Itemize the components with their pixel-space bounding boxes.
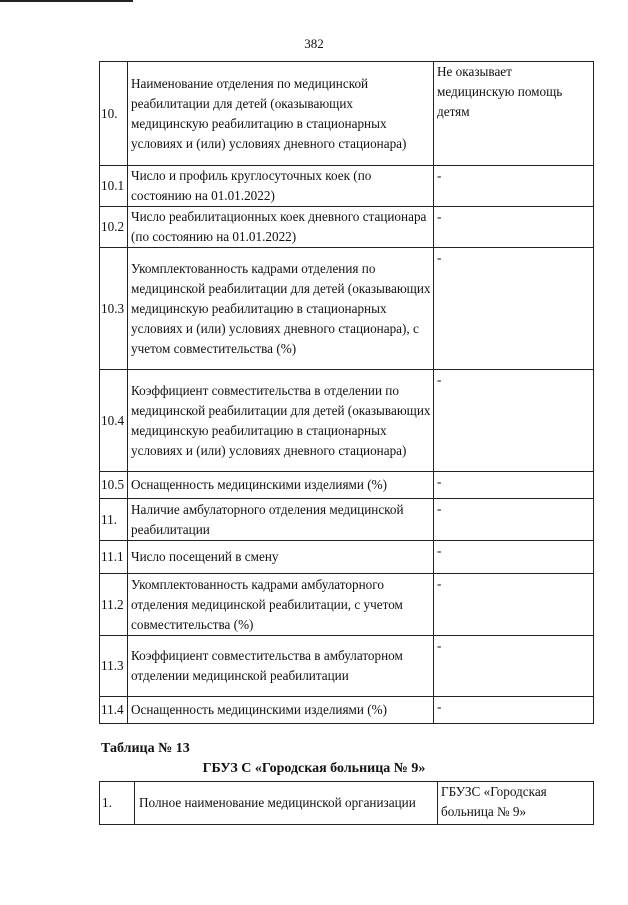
row-indicator: Наличие амбулаторного отделения медицинской реабилитации: [128, 499, 434, 541]
row-number: 10.2: [100, 207, 128, 248]
row-indicator: Число и профиль круглосуточных коек (по состоянию на 01.01.2022): [128, 166, 434, 207]
row-indicator: Оснащенность медицинскими изделиями (%): [128, 472, 434, 499]
table-row: [100, 697, 594, 724]
row-indicator: Число реабилитационных коек дневного стационара (по состоянию на 01.01.2022): [128, 207, 434, 248]
header-rule: [0, 0, 133, 2]
row-value: -: [434, 207, 594, 248]
row-value: -: [434, 370, 594, 472]
table-row: [100, 370, 594, 472]
row-indicator: Оснащенность медицинскими изделиями (%): [128, 697, 434, 724]
row-number: 10.4: [100, 370, 128, 472]
row-number: 11.1: [100, 541, 128, 574]
table-row: [100, 207, 594, 248]
row-number: 11.2: [100, 574, 128, 636]
row-number: 10.5: [100, 472, 128, 499]
row-number: 10.1: [100, 166, 128, 207]
row-value: ГБУЗС «Городская больница № 9»: [438, 782, 594, 825]
row-number: 10.3: [100, 248, 128, 370]
row-number: 11.: [100, 499, 128, 541]
row-value: -: [434, 248, 594, 370]
row-number: 11.3: [100, 636, 128, 697]
row-indicator: Полное наименование медицинской организации: [135, 782, 438, 825]
rehab-table: [99, 61, 594, 724]
table-row: [100, 636, 594, 697]
row-value: -: [434, 166, 594, 207]
table-row: [100, 541, 594, 574]
row-value: Не оказывает медицинскую помощь детям: [434, 62, 594, 166]
table-13: [99, 781, 594, 825]
table-row: [100, 782, 594, 825]
table-row: [100, 574, 594, 636]
row-value: -: [434, 499, 594, 541]
row-number: 10.: [100, 62, 128, 166]
table-row: [100, 62, 594, 166]
row-value: -: [434, 697, 594, 724]
row-value: -: [434, 541, 594, 574]
table-row: [100, 248, 594, 370]
page-number: 382: [304, 36, 324, 51]
row-number: 11.4: [100, 697, 128, 724]
row-number: 1.: [100, 782, 135, 825]
table-row: [100, 472, 594, 499]
table-row: [100, 166, 594, 207]
row-indicator: Наименование отделения по медицинской реабилитации для детей (оказывающих медицинскую реабилитацию в стационарных условиях и (или) условиях дневного стационара): [128, 62, 434, 166]
row-indicator: Коэффициент совместительства в амбулаторном отделении медицинской реабилитации: [128, 636, 434, 697]
table-row: [100, 499, 594, 541]
row-indicator: Коэффициент совместительства в отделении по медицинской реабилитации для детей (оказывающих медицинскую реабилитацию в стационарных условиях и (или) условиях дневного стационара): [128, 370, 434, 472]
table-13-label: Таблица № 13: [101, 741, 190, 756]
row-indicator: Укомплектованность кадрами отделения по медицинской реабилитации для детей (оказывающих медицинскую реабилитацию в стационарных условиях и (или) условиях дневного стационара), с учетом совместительства (%): [128, 248, 434, 370]
row-indicator: Укомплектованность кадрами амбулаторного отделения медицинской реабилитации, с учетом совместительства (%): [128, 574, 434, 636]
row-value: -: [434, 574, 594, 636]
row-value: -: [434, 636, 594, 697]
row-indicator: Число посещений в смену: [128, 541, 434, 574]
table-13-title: ГБУЗ С «Городская больница № 9»: [202, 761, 426, 776]
row-value: -: [434, 472, 594, 499]
